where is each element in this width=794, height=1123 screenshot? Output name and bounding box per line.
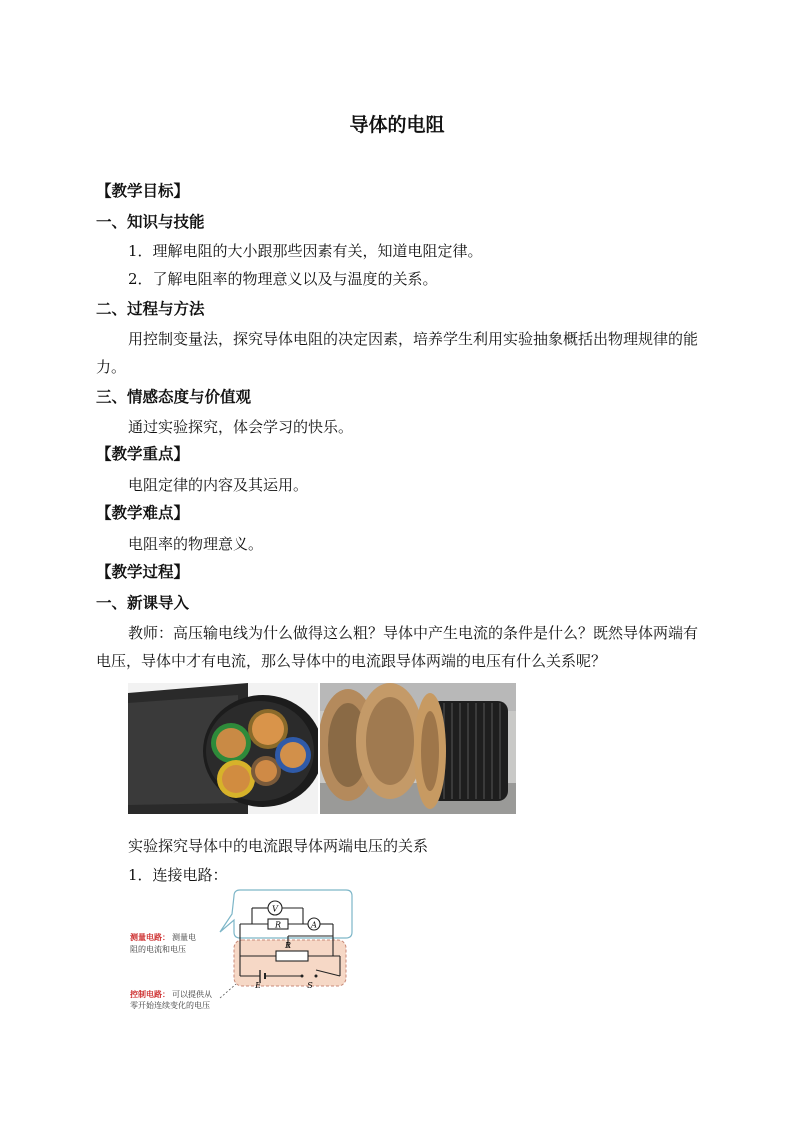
knowledge-item-1: 1．理解电阻的大小跟那些因素有关，知道电阻定律。 bbox=[128, 242, 483, 260]
measure-label: 测量电路： bbox=[130, 932, 170, 942]
intro-header: 一、新课导入 bbox=[96, 594, 190, 612]
rheostat-label: R bbox=[284, 941, 292, 950]
knowledge-header: 一、知识与技能 bbox=[96, 213, 205, 231]
circuit-diagram bbox=[128, 888, 354, 1012]
voltmeter-label: V bbox=[272, 904, 278, 914]
page-title: 导体的电阻 bbox=[349, 114, 445, 136]
battery-label: E bbox=[255, 981, 261, 990]
intro-text: 教师：高压输电线为什么做得这么粗？导体中产生电流的条件是什么？既然导体两端有电压，导体中才有电流，那么导体中的电流跟导体两端的电压有什么关系呢？ bbox=[96, 624, 699, 670]
control-desc-2: 零开始连续变化的电压 bbox=[130, 1001, 210, 1010]
measure-desc-2: 阻的电流和电压 bbox=[130, 945, 186, 954]
knowledge-item-2: 2．了解电阻率的物理意义以及与温度的关系。 bbox=[128, 270, 438, 288]
emotion-text: 通过实验探究，体会学习的快乐。 bbox=[128, 418, 354, 436]
difficulty-text: 电阻率的物理意义。 bbox=[128, 535, 264, 553]
ammeter-label: A bbox=[311, 920, 317, 930]
difficulty-header: 【教学难点】 bbox=[96, 504, 190, 522]
step1-text: 1．连接电路： bbox=[128, 866, 228, 884]
cable-spools-photo bbox=[320, 683, 516, 814]
switch-label: S bbox=[307, 981, 313, 990]
emotion-header: 三、情感态度与价值观 bbox=[96, 388, 252, 406]
key-header: 【教学重点】 bbox=[96, 445, 190, 463]
experiment-text: 实验探究导体中的电流跟导体两端电压的关系 bbox=[128, 837, 429, 855]
resistor-label: R bbox=[274, 920, 282, 930]
control-desc-1: 可以提供从 bbox=[172, 990, 212, 999]
cable-cross-section-photo bbox=[128, 683, 318, 814]
procedure-header: 【教学过程】 bbox=[96, 563, 190, 581]
objectives-header: 【教学目标】 bbox=[96, 182, 190, 200]
control-label: 控制电路： bbox=[130, 989, 170, 999]
process-text: 用控制变量法，探究导体电阻的决定因素，培养学生利用实验抽象概括出物理规律的能力。 bbox=[96, 330, 699, 376]
process-header: 二、过程与方法 bbox=[96, 300, 205, 318]
key-text: 电阻定律的内容及其运用。 bbox=[128, 476, 309, 494]
measure-desc-1: 测量电 bbox=[172, 933, 196, 942]
